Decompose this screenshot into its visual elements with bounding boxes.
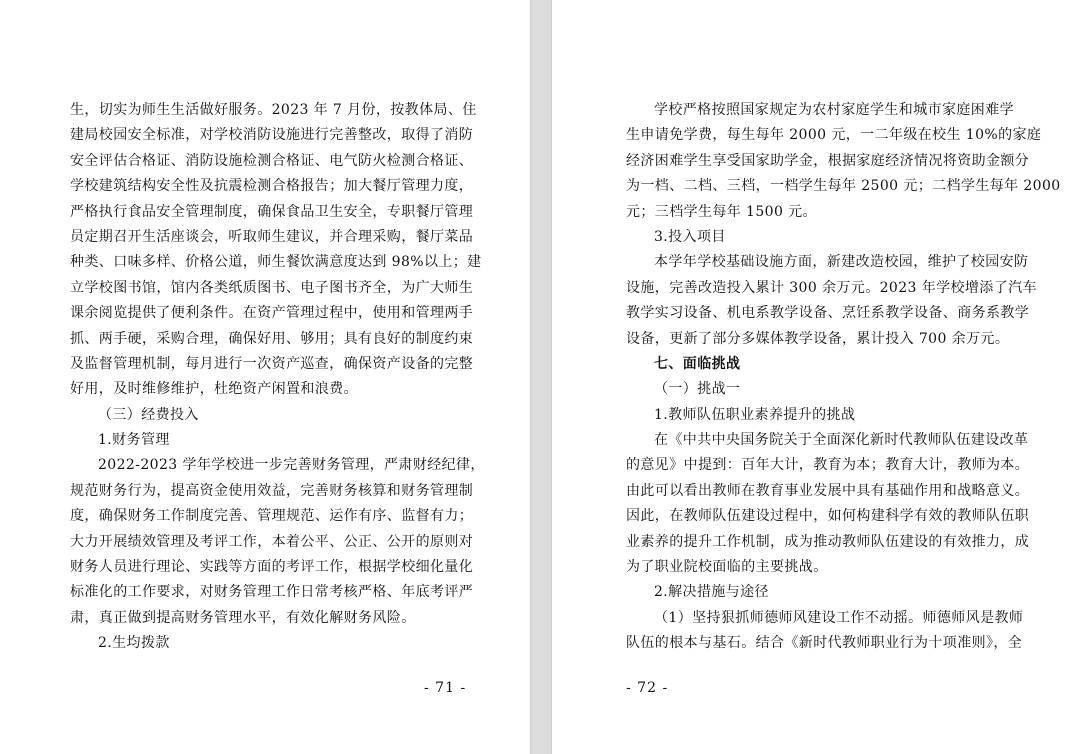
text-line: 标准化的工作要求，对财务管理工作日常考核严格、年底考评严 <box>70 584 474 601</box>
text-line: 学校建筑结构安全性及抗震检测合格报告；加大餐厅管理力度， <box>70 178 474 195</box>
text-line: 课余阅览提供了便利条件。在资产管理过程中，使用和管理两手 <box>70 305 474 322</box>
text-line: 肃，真正做到提高财务管理水平，有效化解财务风险。 <box>70 609 416 626</box>
text-line: （一）挑战一 <box>654 381 741 398</box>
text-line: 的意见》中提到：百年大计，教育为本；教育大计，教师为本。 <box>626 457 1030 474</box>
text-line: 生，切实为师生生活做好服务。2023 年 7 月份，按教体局、住 <box>70 102 477 118</box>
text-line: 大力开展绩效管理及考评工作，本着公平、公正、公开的原则对 <box>70 533 474 550</box>
text-line: 及监督管理机制，每月进行一次资产巡查，确保资产设备的完整 <box>70 355 474 372</box>
text-line: 设备，更新了部分多媒体教学设备，累计投入 700 余万元。 <box>626 330 1010 347</box>
text-line: 立学校图书馆，馆内各类纸质图书、电子图书齐全，为广大师生 <box>70 279 474 296</box>
text-line: 规范财务行为，提高资金使用效益，完善财务核算和财务管理制 <box>70 482 474 499</box>
text-line: 因此，在教师队伍建设过程中，如何构建科学有效的教师队伍职 <box>626 508 1030 525</box>
text-line: 好用，及时维修维护，杜绝资产闲置和浪费。 <box>70 381 358 398</box>
text-line: 在《中共中央国务院关于全面深化新时代教师队伍建设改革 <box>654 432 1029 449</box>
text-line: 1.财务管理 <box>98 432 170 449</box>
text-line: 1.教师队伍职业素养提升的挑战 <box>654 406 856 423</box>
page-72 <box>551 0 1084 754</box>
text-line: 种类、口味多样、价格公道，师生餐饮满意度达到 98%以上；建 <box>70 254 482 271</box>
text-line: 抓、两手硬，采购合理，确保好用、够用；具有良好的制度约束 <box>70 330 474 347</box>
page-number: - 72 - <box>626 680 669 696</box>
text-line: 由此可以看出教师在教育事业发展中具有基础作用和战略意义。 <box>626 482 1030 499</box>
text-line: 员定期召开生活座谈会，听取师生建议，并合理采购，餐厅菜品 <box>70 228 474 245</box>
text-line: 设施，完善改造投入累计 300 余万元。2023 年学校增添了汽车 <box>626 279 1037 296</box>
text-line: 教学实习设备、机电系教学设备、烹饪系教学设备、商务系教学 <box>626 305 1030 322</box>
text-line: 学校严格按照国家规定为农村家庭学生和城市家庭困难学 <box>654 102 1014 118</box>
text-line: （1）坚持狠抓师德师风建设工作不动摇。师德师风是教师 <box>654 609 1024 626</box>
text-line: 安全评估合格证、消防设施检测合格证、电气防火检测合格证、 <box>70 152 474 169</box>
text-line: 元；三档学生每年 1500 元。 <box>626 203 817 220</box>
text-line: 财务人员进行理论、实践等方面的考评工作，根据学校细化量化 <box>70 559 474 576</box>
text-line: 严格执行食品安全管理制度，确保食品卫生安全，专职餐厅管理 <box>70 203 474 220</box>
text-line: 经济困难学生享受国家助学金，根据家庭经济情况将资助金额分 <box>626 152 1030 169</box>
page-71-body <box>70 98 485 657</box>
page-gutter <box>531 0 551 754</box>
page-71 <box>0 0 531 754</box>
text-line: 生申请免学费，每生每年 2000 元，一二年级在校生 10%的家庭 <box>626 127 1042 144</box>
text-line: 队伍的根本与基石。结合《新时代教师职业行为十项准则》，全 <box>626 635 1023 652</box>
text-line: 2022-2023 学年学校进一步完善财务管理，严肃财经纪律， <box>98 457 485 474</box>
section-heading: 七、面临挑战 <box>654 355 741 372</box>
page-number: - 71 - <box>424 680 467 696</box>
text-line: 业素养的提升工作机制，成为推动教师队伍建设的有效推力，成 <box>626 533 1030 550</box>
text-line: 度，确保财务工作制度完善、管理规范、运作有序、监督有力； <box>70 508 474 525</box>
text-line: 本学年学校基础设施方面，新建改造校园，维护了校园安防 <box>654 254 1029 271</box>
page-72-body <box>626 98 1061 657</box>
text-line: 2.解决措施与途径 <box>654 584 769 601</box>
text-line: 2.生均拨款 <box>98 635 170 652</box>
text-line: 为一档、二档、三档，一档学生每年 2500 元；二档学生每年 2000 <box>626 178 1061 195</box>
text-line: 建局校园安全标准，对学校消防设施进行完善整改，取得了消防 <box>70 127 474 144</box>
text-line: 3.投入项目 <box>654 228 726 245</box>
text-line: 为了职业院校面临的主要挑战。 <box>626 559 828 576</box>
text-line: （三）经费投入 <box>98 406 199 423</box>
